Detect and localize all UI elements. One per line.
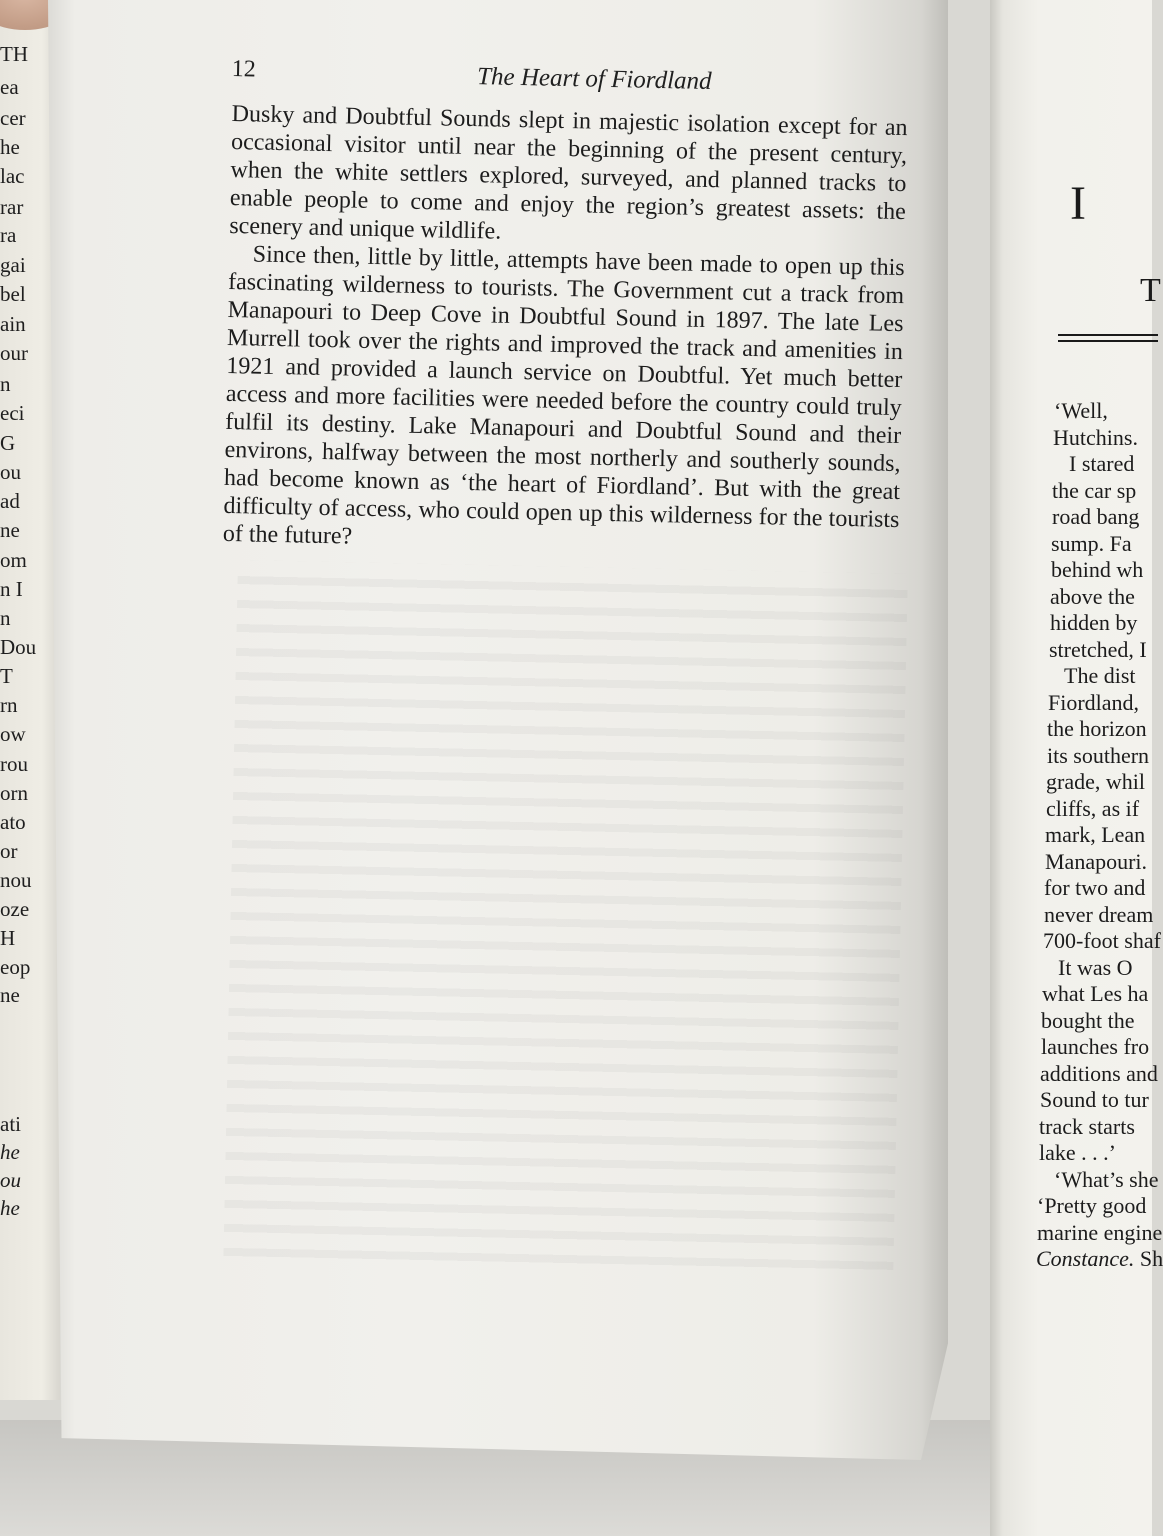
right-page-line: Fiordland, [1048, 690, 1140, 715]
right-page [990, 0, 1163, 1536]
chapter-title-fragment: T [1140, 272, 1161, 309]
chapter-number: I [1070, 177, 1086, 230]
left-page-fragment: ato [0, 810, 26, 834]
page-number: 12 [231, 56, 256, 83]
right-page-line: 700-foot shaf [1043, 928, 1161, 953]
right-page-line: ‘What’s she [1054, 1167, 1159, 1192]
right-page-line: never dream [1044, 902, 1154, 927]
right-page-line: above the [1050, 584, 1135, 609]
right-page-line: Hutchins. [1053, 425, 1138, 450]
paragraph-1: Dusky and Doubtful Sounds slept in majestic isolation except for an occasional visitor until near the beginning of the present century, when the white settlers explored, surveyed, and planned tracks to enable people to come and enjoy the region’s greatest assets: the scenery and unique wildlife. [229, 100, 908, 245]
left-page-fragment: om [0, 548, 27, 572]
right-page-line: the horizon [1047, 716, 1147, 741]
right-page-line: road bang [1052, 504, 1140, 529]
left-page-fragment: H [0, 926, 16, 950]
left-page-fragment: ou [0, 460, 21, 484]
chapter-rule-bottom [1058, 340, 1158, 342]
left-page-fragment: TH [0, 42, 28, 66]
left-page-fragment: G [0, 431, 16, 455]
left-page-fragment: gai [0, 253, 26, 277]
left-page-fragment: eci [0, 401, 25, 425]
left-page-fragment: ou [0, 1168, 21, 1192]
right-page-line: ‘Well, [1054, 398, 1108, 423]
right-page-line: cliffs, as if [1046, 796, 1140, 821]
right-page-line: marine engine [1037, 1220, 1163, 1245]
right-page-line: The dist [1064, 663, 1136, 688]
left-page-fragment: oze [0, 897, 30, 921]
right-page-line: lake . . .’ [1039, 1140, 1116, 1165]
right-page-line: Manapouri. [1045, 849, 1148, 874]
left-page-fragment: Dou [0, 635, 37, 659]
left-page-fragment: ra [0, 223, 17, 247]
left-page-fragment: or [0, 839, 18, 863]
left-page-fragment: n [0, 606, 11, 630]
left-page-fragment: rn [0, 693, 18, 717]
right-page-line: mark, Lean [1045, 822, 1146, 847]
left-page-fragment: n [0, 372, 11, 396]
right-page-line: It was O [1058, 955, 1133, 980]
right-page-line: ‘Pretty good [1037, 1193, 1147, 1218]
left-page-fragment: lac [0, 164, 25, 188]
right-page-line: sump. Fa [1051, 531, 1132, 556]
left-page-fragment: bel [0, 282, 26, 306]
left-page-fragment: ea [0, 75, 19, 99]
left-page-fragment: ati [0, 1112, 21, 1136]
left-page-fragment: eop [0, 955, 31, 979]
left-page-fragment: rou [0, 752, 28, 776]
show-through-text [223, 560, 908, 1274]
left-page-fragment: T [0, 664, 13, 688]
chapter-rule-top [1058, 334, 1158, 336]
right-page-line: stretched, I [1049, 637, 1147, 662]
left-page-fragment: ne [0, 518, 20, 542]
left-page-fragment: he [0, 1140, 20, 1164]
right-page-line: its southern [1047, 743, 1150, 768]
right-page-line: grade, whil [1046, 769, 1145, 794]
left-page-fragment: ne [0, 983, 20, 1007]
right-page-line: the car sp [1052, 478, 1137, 503]
paragraph-2: Since then, little by little, attempts have been made to open up this fascinating wilderness to tourists. The Government cut a track from Manapouri to Deep Cove in Doubtful Sound in 1897. The late Les Murrell took over the rights and improved the track and amenities in 1921 and provided a launch service on Doubtful. Yet much better access and more facilities were needed before the country could truly fulfil its destiny. Lake Manapouri and Doubtful Sound and their environs, halfway between the most northerly and southerly sounds, had become known as ‘the heart of Fiordland’. But with the great difficulty of access, who could open up this wilderness for the tourists of the future? [222, 241, 905, 550]
body-text [223, 100, 908, 562]
right-page-line: launches fro [1041, 1034, 1150, 1059]
right-page-line: for two and [1044, 875, 1146, 900]
running-title: The Heart of Fiordland [476, 63, 712, 96]
left-page-fragment: n I [0, 577, 23, 601]
right-page-line: I stared [1069, 451, 1135, 476]
left-page-fragment: ad [0, 489, 20, 513]
right-page-line: Constance. Sh [1036, 1246, 1163, 1271]
right-page-line: track starts [1039, 1114, 1135, 1139]
right-page-line: additions and [1040, 1061, 1158, 1086]
left-page-fragment: ow [0, 722, 26, 746]
left-page-fragment: he [0, 135, 20, 159]
right-page-line: hidden by [1050, 610, 1138, 635]
right-page-line: Sound to tur [1040, 1087, 1149, 1112]
left-page-fragment: ain [0, 312, 26, 336]
right-page-line: what Les ha [1042, 981, 1149, 1006]
left-page-fragment: he [0, 1196, 20, 1220]
right-page-line: behind wh [1051, 557, 1144, 582]
left-page-fragment: our [0, 341, 28, 365]
left-page-fragment: rar [0, 195, 24, 219]
left-page-fragment: nou [0, 868, 32, 892]
left-page-fragment: cer [0, 106, 26, 130]
right-page-line: bought the [1041, 1008, 1135, 1033]
left-page-fragment: orn [0, 781, 28, 805]
